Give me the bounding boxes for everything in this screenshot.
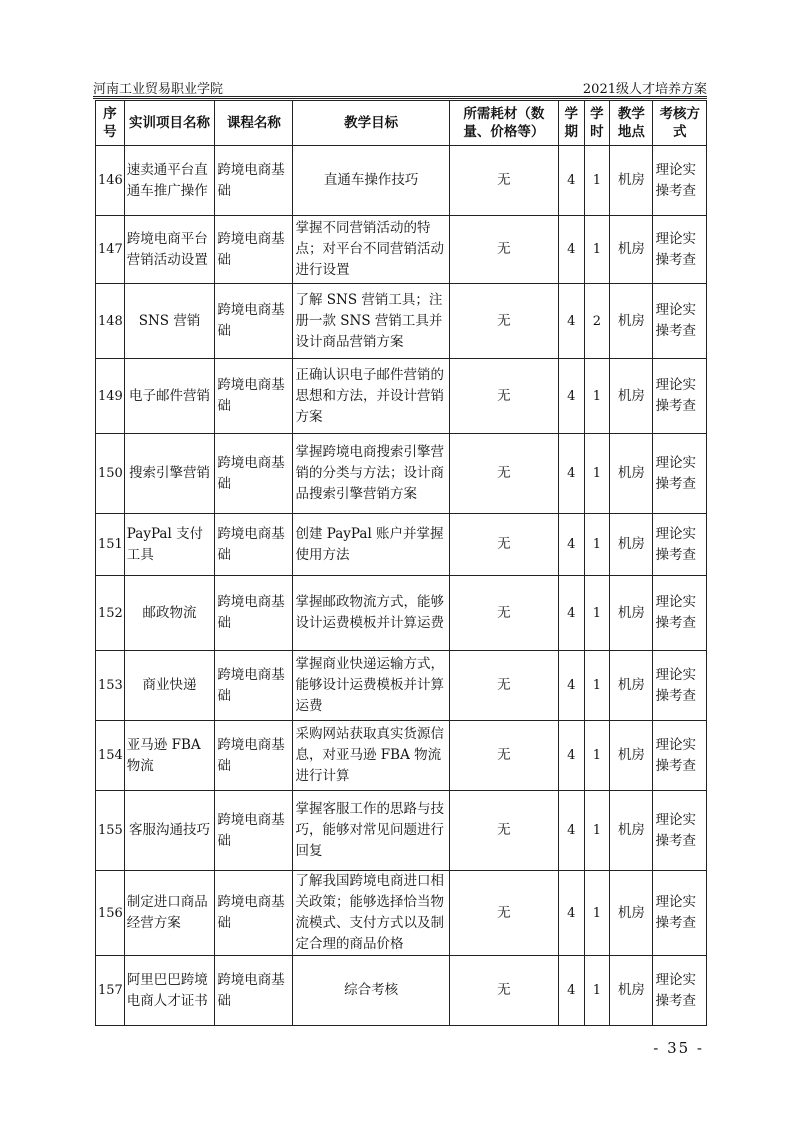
table-row bbox=[96, 216, 707, 284]
table-row bbox=[96, 721, 707, 791]
term: 4 bbox=[558, 576, 584, 651]
col-header-place: 教学地点 bbox=[610, 101, 653, 146]
table-row bbox=[96, 284, 707, 359]
assessment: 理论实操考查 bbox=[653, 434, 707, 514]
term: 4 bbox=[558, 721, 584, 791]
hours: 1 bbox=[584, 514, 610, 576]
row-number: 148 bbox=[96, 284, 125, 359]
place: 机房 bbox=[610, 956, 653, 1026]
row-number: 154 bbox=[96, 721, 125, 791]
table-body bbox=[96, 146, 707, 1026]
hours: 2 bbox=[584, 284, 610, 359]
material: 无 bbox=[449, 146, 558, 216]
course-name: 跨境电商基础 bbox=[215, 216, 293, 284]
project-name: 阿里巴巴跨境电商人才证书 bbox=[124, 956, 215, 1026]
term: 4 bbox=[558, 359, 584, 434]
term: 4 bbox=[558, 956, 584, 1026]
material: 无 bbox=[449, 721, 558, 791]
term: 4 bbox=[558, 791, 584, 871]
table-row bbox=[96, 651, 707, 721]
material: 无 bbox=[449, 514, 558, 576]
place: 机房 bbox=[610, 871, 653, 956]
place: 机房 bbox=[610, 514, 653, 576]
page-number: - 35 - bbox=[653, 1039, 704, 1057]
material: 无 bbox=[449, 956, 558, 1026]
project-name: 速卖通平台直通车推广操作 bbox=[124, 146, 215, 216]
project-name: 制定进口商品经营方案 bbox=[124, 871, 215, 956]
teaching-goal: 了解我国跨境电商进口相关政策；能够选择恰当物流模式、支付方式以及制定合理的商品价格 bbox=[293, 871, 449, 956]
page-header bbox=[93, 76, 707, 97]
place: 机房 bbox=[610, 791, 653, 871]
project-name: SNS 营销 bbox=[124, 284, 215, 359]
project-name: 客服沟通技巧 bbox=[124, 791, 215, 871]
table-row bbox=[96, 791, 707, 871]
course-name: 跨境电商基础 bbox=[215, 871, 293, 956]
course-name: 跨境电商基础 bbox=[215, 791, 293, 871]
project-name: 电子邮件营销 bbox=[124, 359, 215, 434]
hours: 1 bbox=[584, 576, 610, 651]
col-header-goal: 教学目标 bbox=[293, 101, 449, 146]
row-number: 152 bbox=[96, 576, 125, 651]
header-divider bbox=[93, 98, 707, 99]
place: 机房 bbox=[610, 651, 653, 721]
term: 4 bbox=[558, 514, 584, 576]
project-name: 跨境电商平台营销活动设置 bbox=[124, 216, 215, 284]
course-name: 跨境电商基础 bbox=[215, 284, 293, 359]
assessment: 理论实操考查 bbox=[653, 359, 707, 434]
term: 4 bbox=[558, 871, 584, 956]
row-number: 147 bbox=[96, 216, 125, 284]
term: 4 bbox=[558, 216, 584, 284]
assessment: 理论实操考查 bbox=[653, 146, 707, 216]
material: 无 bbox=[449, 576, 558, 651]
course-name: 跨境电商基础 bbox=[215, 721, 293, 791]
teaching-goal: 掌握不同营销活动的特点；对平台不同营销活动进行设置 bbox=[293, 216, 449, 284]
hours: 1 bbox=[584, 721, 610, 791]
place: 机房 bbox=[610, 434, 653, 514]
material: 无 bbox=[449, 434, 558, 514]
project-name: 邮政物流 bbox=[124, 576, 215, 651]
hours: 1 bbox=[584, 434, 610, 514]
place: 机房 bbox=[610, 146, 653, 216]
course-name: 跨境电商基础 bbox=[215, 576, 293, 651]
table-row bbox=[96, 871, 707, 956]
term: 4 bbox=[558, 146, 584, 216]
col-header-material: 所需耗材（数量、价格等） bbox=[449, 101, 558, 146]
table-row bbox=[96, 514, 707, 576]
row-number: 151 bbox=[96, 514, 125, 576]
course-name: 跨境电商基础 bbox=[215, 434, 293, 514]
assessment: 理论实操考查 bbox=[653, 284, 707, 359]
project-name: 亚马逊 FBA 物流 bbox=[124, 721, 215, 791]
table-row bbox=[96, 146, 707, 216]
teaching-goal: 掌握客服工作的思路与技巧，能够对常见问题进行回复 bbox=[293, 791, 449, 871]
course-name: 跨境电商基础 bbox=[215, 359, 293, 434]
place: 机房 bbox=[610, 576, 653, 651]
table-row bbox=[96, 956, 707, 1026]
place: 机房 bbox=[610, 284, 653, 359]
teaching-goal: 创建 PayPal 账户并掌握使用方法 bbox=[293, 514, 449, 576]
teaching-goal: 了解 SNS 营销工具；注册一款 SNS 营销工具并设计商品营销方案 bbox=[293, 284, 449, 359]
assessment: 理论实操考查 bbox=[653, 721, 707, 791]
teaching-goal: 直通车操作技巧 bbox=[293, 146, 449, 216]
material: 无 bbox=[449, 216, 558, 284]
row-number: 155 bbox=[96, 791, 125, 871]
material: 无 bbox=[449, 359, 558, 434]
assessment: 理论实操考查 bbox=[653, 216, 707, 284]
term: 4 bbox=[558, 284, 584, 359]
assessment: 理论实操考查 bbox=[653, 956, 707, 1026]
plan-title: 2021级人才培养方案 bbox=[582, 82, 707, 97]
hours: 1 bbox=[584, 791, 610, 871]
course-name: 跨境电商基础 bbox=[215, 146, 293, 216]
teaching-goal: 掌握商业快递运输方式，能够设计运费模板并计算运费 bbox=[293, 651, 449, 721]
place: 机房 bbox=[610, 359, 653, 434]
table-header-row bbox=[96, 101, 707, 146]
row-number: 153 bbox=[96, 651, 125, 721]
material: 无 bbox=[449, 791, 558, 871]
teaching-goal: 正确认识电子邮件营销的思想和方法，并设计营销方案 bbox=[293, 359, 449, 434]
course-name: 跨境电商基础 bbox=[215, 514, 293, 576]
school-name: 河南工业贸易职业学院 bbox=[93, 82, 224, 97]
place: 机房 bbox=[610, 216, 653, 284]
hours: 1 bbox=[584, 651, 610, 721]
teaching-goal: 综合考核 bbox=[293, 956, 449, 1026]
term: 4 bbox=[558, 651, 584, 721]
row-number: 146 bbox=[96, 146, 125, 216]
row-number: 150 bbox=[96, 434, 125, 514]
hours: 1 bbox=[584, 359, 610, 434]
hours: 1 bbox=[584, 146, 610, 216]
teaching-goal: 掌握跨境电商搜索引擎营销的分类与方法；设计商品搜索引擎营销方案 bbox=[293, 434, 449, 514]
term: 4 bbox=[558, 434, 584, 514]
table-row bbox=[96, 576, 707, 651]
material: 无 bbox=[449, 651, 558, 721]
row-number: 156 bbox=[96, 871, 125, 956]
row-number: 149 bbox=[96, 359, 125, 434]
place: 机房 bbox=[610, 721, 653, 791]
assessment: 理论实操考查 bbox=[653, 576, 707, 651]
col-header-no: 序号 bbox=[96, 101, 125, 146]
table-row bbox=[96, 359, 707, 434]
col-header-term: 学期 bbox=[558, 101, 584, 146]
teaching-goal: 采购网站获取真实货源信息，对亚马逊 FBA 物流进行计算 bbox=[293, 721, 449, 791]
col-header-hours: 学时 bbox=[584, 101, 610, 146]
course-name: 跨境电商基础 bbox=[215, 956, 293, 1026]
hours: 1 bbox=[584, 871, 610, 956]
teaching-goal: 掌握邮政物流方式，能够设计运费模板并计算运费 bbox=[293, 576, 449, 651]
col-header-assess: 考核方式 bbox=[653, 101, 707, 146]
assessment: 理论实操考查 bbox=[653, 791, 707, 871]
hours: 1 bbox=[584, 956, 610, 1026]
training-table bbox=[95, 100, 707, 1026]
material: 无 bbox=[449, 284, 558, 359]
assessment: 理论实操考查 bbox=[653, 871, 707, 956]
assessment: 理论实操考查 bbox=[653, 651, 707, 721]
project-name: 搜索引擎营销 bbox=[124, 434, 215, 514]
row-number: 157 bbox=[96, 956, 125, 1026]
table-row bbox=[96, 434, 707, 514]
course-name: 跨境电商基础 bbox=[215, 651, 293, 721]
hours: 1 bbox=[584, 216, 610, 284]
assessment: 理论实操考查 bbox=[653, 514, 707, 576]
material: 无 bbox=[449, 871, 558, 956]
col-header-course: 课程名称 bbox=[215, 101, 293, 146]
col-header-project: 实训项目名称 bbox=[124, 101, 215, 146]
project-name: 商业快递 bbox=[124, 651, 215, 721]
project-name: PayPal 支付工具 bbox=[124, 514, 215, 576]
